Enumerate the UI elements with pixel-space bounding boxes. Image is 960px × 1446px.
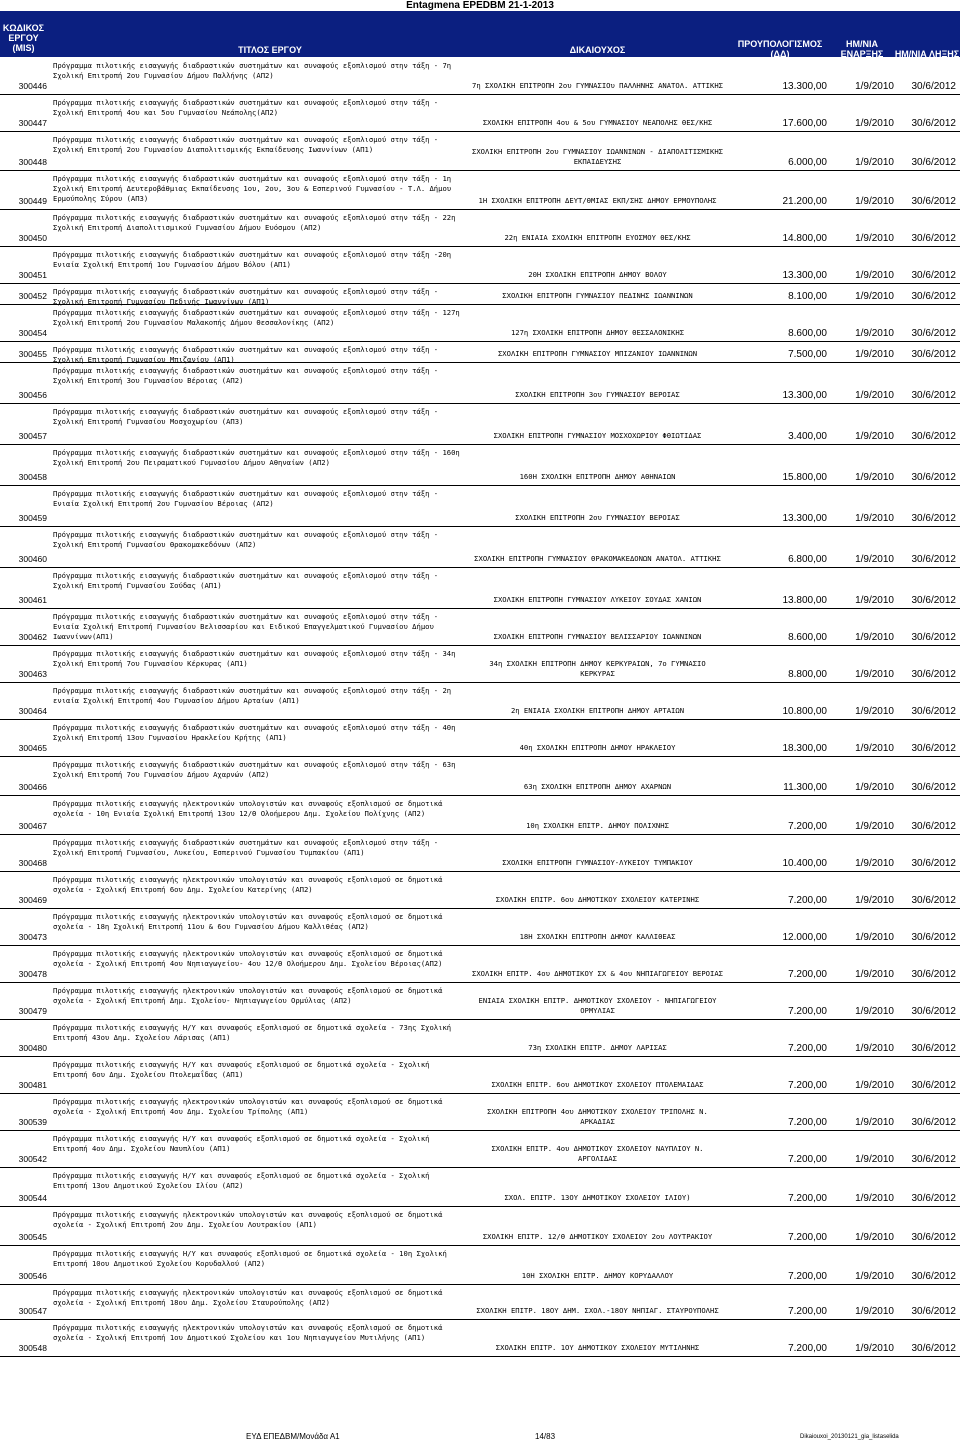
project-title: Πρόγραμμα πιλοτικής εισαγωγής ηλεκτρονικών υπολογιστών και συναφούς εξοπλισμού σε δημοτικά σχολεία - 18η Σχολική Επιτροπή 11ου & 6ου Γυμνασίου Δήμου Καλλιθέας (ΑΠ2) [53,912,443,932]
end-date: 30/6/2012 [911,632,956,643]
end-date: 30/6/2012 [911,349,956,360]
beneficiary: ΣΧΟΛΙΚΗ ΕΠΙΤΡ. 1ΟΥ ΔΗΜΟΤΙΚΟΥ ΣΧΟΛΕΙΟΥ ΜΥΤΙΛΗΝΗΣ [495,1342,700,1352]
budget: 18.300,00 [782,743,827,754]
table-row [0,683,960,720]
project-title: Πρόγραμμα πιλοτικής εισαγωγής διαδραστικών συστημάτων και συναφούς εξοπλισμού στην τάξη - 1η Σχολική Επιτροπή Δευτεροβάθμιας Εκπαίδευσης 1ου, 2ου, 3ου & Εσπερινού Γυμνασίου - Τ.Λ. Δήμου Ερμούπολης Σύρου (ΑΠ3) [53,174,452,204]
beneficiary: 73η ΣΧΟΛΙΚΗ ΕΠΙΤΡ. ΔΗΜΟΥ ΛΑΡΙΣΑΣ [528,1042,667,1052]
page-footer [0,1430,960,1446]
budget: 8.600,00 [788,328,827,339]
project-title: Πρόγραμμα πιλοτικής εισαγωγής διαδραστικών συστημάτων και συναφούς εξοπλισμού στην τάξη - Ενιαία Σχολική Επιτροπή 2ου Γυμνασίου Βέροιας (ΑΠ2) [53,489,439,509]
project-title: Πρόγραμμα πιλοτικής εισαγωγής διαδραστικών συστημάτων και συναφούς εξοπλισμού στην τάξη - 22η Σχολική Επιτροπή Διαπολιτισμικού Γυμνασίου Δήμου Ευόσμου (ΑΠ2) [53,213,456,233]
beneficiary: 34η ΣΧΟΛΙΚΗ ΕΠΙΤΡΟΠΗ ΔΗΜΟΥ ΚΕΡΚΥΡΑΙΩΝ, 7ο ΓΥΜΝΑΣΙΟ ΚΕΡΚΥΡΑΣ [489,658,706,678]
project-title: Πρόγραμμα πιλοτικής εισαγωγής Η/Υ και συναφούς εξοπλισμού σε δημοτικά σχολεία - Σχολική Επιτροπή 6ου Δημ. Σχολείου Πτολεμαΐδας (ΑΠ1) [53,1060,430,1080]
project-code: 300464 [18,706,47,716]
start-date: 1/9/2010 [855,118,894,129]
project-code: 300468 [18,858,47,868]
start-date: 1/9/2010 [855,233,894,244]
start-date: 1/9/2010 [855,895,894,906]
beneficiary: 40η ΣΧΟΛΙΚΗ ΕΠΙΤΡΟΠΗ ΔΗΜΟΥ ΗΡΑΚΛΕΙΟΥ [519,742,676,752]
table-row [0,1020,960,1057]
start-date: 1/9/2010 [855,1117,894,1128]
header-end-date: ΗΜ/ΝΙΑ ΛΗΞΗΣ [894,49,960,59]
table-row [0,305,960,342]
table-row [0,1246,960,1285]
beneficiary: ΣΧΟΛΙΚΗ ΕΠΙΤΡ. 4ου ΔΗΜΟΤΙΚΟΥ ΣΧΟΛΕΙΟΥ ΝΑΥΠΛΙΟΥ Ν. ΑΡΓΟΛΙΔΑΣ [491,1143,704,1163]
table-row [0,1094,960,1131]
start-date: 1/9/2010 [855,669,894,680]
end-date: 30/6/2012 [911,1306,956,1317]
beneficiary: ΣΧΟΛΙΚΗ ΕΠΙΤΡΟΠΗ ΓΥΜΝΑΣΙΟΥ-ΛΥΚΕΙΟΥ ΤΥΜΠΑΚΙΟΥ [502,857,693,867]
table-row [0,1320,960,1357]
beneficiary: ΣΧΟΛΙΚΗ ΕΠΙΤΡ. 6ου ΔΗΜΟΤΙΚΟΥ ΣΧΟΛΕΙΟΥ ΠΤΟΛΕΜΑΙΔΑΣ [491,1079,704,1089]
budget: 6.800,00 [788,554,827,565]
start-date: 1/9/2010 [855,270,894,281]
table-row [0,1168,960,1207]
project-title: Πρόγραμμα πιλοτικής εισαγωγής διαδραστικών συστημάτων και συναφούς εξοπλισμού στην τάξη - Ενιαία Σχολική Επιτροπή Γυμνασίου Βελισσαρίου και Ειδικού Επαγγελματικού Γυμνασίου Δήμου Ιωαννίνων(ΑΠ1) [53,612,439,642]
beneficiary: ΣΧΟΛΙΚΗ ΕΠΙΤΡΟΠΗ 2ου ΓΥΜΝΑΣΙΟΥ ΙΩΑΝΝΙΝΩΝ - ΔΙΑΠΟΛΙΤΙΣΜΙΚΗΣ ΕΚΠΑΙΔΕΥΣΗΣ [472,146,723,166]
budget: 7.200,00 [788,1193,827,1204]
header-beneficiary: ΔΙΚΑΙΟΥΧΟΣ [569,45,626,55]
beneficiary: ΣΧΟΛΙΚΗ ΕΠΙΤΡ. 6ου ΔΗΜΟΤΙΚΟΥ ΣΧΟΛΕΙΟΥ ΚΑΤΕΡΙΝΗΣ [495,894,700,904]
footer-page-number: 14/83 [535,1432,556,1441]
budget: 15.800,00 [782,472,827,483]
beneficiary: 63η ΣΧΟΛΙΚΗ ΕΠΙΤΡΟΠΗ ΔΗΜΟΥ ΑΧΑΡΝΩΝ [523,781,672,791]
start-date: 1/9/2010 [855,554,894,565]
beneficiary: ΣΧΟΛΙΚΗ ΕΠΙΤΡ. 18ΟΥ ΔΗΜ. ΣΧΟΛ.-18ΟΥ ΝΗΠΙΑΓ. ΣΤΑΥΡΟΥΠΟΛΗΣ [476,1305,719,1315]
beneficiary: ΣΧΟΛΙΚΗ ΕΠΙΤΡΟΠΗ ΓΥΜΝΑΣΙΟΥ ΛΥΚΕΙΟΥ ΣΟΥΔΑΣ ΧΑΝΙΩΝ [493,594,702,604]
end-date: 30/6/2012 [911,932,956,943]
project-code: 300456 [18,390,47,400]
beneficiary: 160Η ΣΧΟΛΙΚΗ ΕΠΙΤΡΟΠΗ ΔΗΜΟΥ ΑΘΗΝΑΙΩΝ [519,471,676,481]
end-date: 30/6/2012 [911,554,956,565]
end-date: 30/6/2012 [911,595,956,606]
start-date: 1/9/2010 [855,431,894,442]
table-row [0,757,960,796]
budget: 13.300,00 [782,390,827,401]
table-row [0,58,960,95]
end-date: 30/6/2012 [911,291,956,302]
start-date: 1/9/2010 [855,81,894,92]
project-title: Πρόγραμμα πιλοτικής εισαγωγής διαδραστικών συστημάτων και συναφούς εξοπλισμού στην τάξη - Σχολική Επιτροπή Γυμνασίου Μοσχοχωρίου (ΑΠ3) [53,407,439,427]
project-code: 300463 [18,669,47,679]
project-code: 300539 [18,1117,47,1127]
end-date: 30/6/2012 [911,1117,956,1128]
start-date: 1/9/2010 [855,932,894,943]
end-date: 30/6/2012 [911,1271,956,1282]
footer-unit: ΕΥΔ ΕΠΕΔΒΜ/Μονάδα Α1 [246,1432,340,1441]
end-date: 30/6/2012 [911,1080,956,1091]
beneficiary: 2η ΕΝΙΑΙΑ ΣΧΟΛΙΚΗ ΕΠΙΤΡΟΠΗ ΔΗΜΟΥ ΑΡΤΑΙΩΝ [510,705,685,715]
table-row [0,284,960,305]
table-row [0,946,960,983]
project-code: 300446 [18,81,47,91]
beneficiary: ΣΧΟΛ. ΕΠΙΤΡ. 13ΟΥ ΔΗΜΟΤΙΚΟΥ ΣΧΟΛΕΙΟΥ ΙΛΙΟΥ) [504,1192,691,1202]
document-title: Entagmena EPEDBM 21-1-2013 [406,0,554,11]
start-date: 1/9/2010 [855,1080,894,1091]
end-date: 30/6/2012 [911,233,956,244]
project-title: Πρόγραμμα πιλοτικής εισαγωγής διαδραστικών συστημάτων και συναφούς εξοπλισμού στην τάξη - Σχολική Επιτροπή Γυμνασίου Μπιζανίου (ΑΠ1) [53,345,439,365]
end-date: 30/6/2012 [911,472,956,483]
project-title: Πρόγραμμα πιλοτικής εισαγωγής ηλεκτρονικών υπολογιστών και συναφούς εξοπλισμού σε δημοτικά σχολεία - Σχολική Επιτροπή 4ου Δημ. Σχολείου Τρίπολης (ΑΠ1) [53,1097,443,1117]
project-code: 300545 [18,1232,47,1242]
budget: 12.000,00 [782,932,827,943]
start-date: 1/9/2010 [855,632,894,643]
project-code: 300449 [18,196,47,206]
start-date: 1/9/2010 [855,1271,894,1282]
beneficiary: ΣΧΟΛΙΚΗ ΕΠΙΤΡΟΠΗ 4ου ΔΗΜΟΤΙΚΟΥ ΣΧΟΛΕΙΟΥ ΤΡΙΠΟΛΗΣ Ν. ΑΡΚΑΔΙΑΣ [487,1106,708,1126]
start-date: 1/9/2010 [855,1193,894,1204]
start-date: 1/9/2010 [855,821,894,832]
project-title: Πρόγραμμα πιλοτικής εισαγωγής ηλεκτρονικών υπολογιστών και συναφούς εξοπλισμού σε δημοτικά σχολεία - Σχολική Επιτροπή 1ου Δημοτικού Σχολείου και 1ου Νηπιαγωγείου Μυτιλήνης (ΑΠ1) [53,1323,443,1343]
project-title: Πρόγραμμα πιλοτικής εισαγωγής ηλεκτρονικών υπολογιστών και συναφούς εξοπλισμού σε δημοτικά σχολεία - Σχολική Επιτροπή Δημ. Σχολείου- Νηπιαγωγείου Ορμύλιας (ΑΠ2) [53,986,443,1006]
budget: 13.300,00 [782,270,827,281]
project-title: Πρόγραμμα πιλοτικής εισαγωγής Η/Υ και συναφούς εξοπλισμού σε δημοτικά σχολεία - Σχολική Επιτροπή 13ου Δημοτικού Σχολείου Ιλίου (ΑΠ2) [53,1171,430,1191]
start-date: 1/9/2010 [855,157,894,168]
beneficiary: ΣΧΟΛΙΚΗ ΕΠΙΤΡΟΠΗ 2ου ΓΥΜΝΑΣΙΟΥ ΒΕΡΟΙΑΣ [515,512,680,522]
budget: 8.100,00 [788,291,827,302]
budget: 6.000,00 [788,157,827,168]
budget: 7.200,00 [788,895,827,906]
end-date: 30/6/2012 [911,1232,956,1243]
start-date: 1/9/2010 [855,1006,894,1017]
budget: 14.800,00 [782,233,827,244]
budget: 7.200,00 [788,1232,827,1243]
start-date: 1/9/2010 [855,349,894,360]
project-title: Πρόγραμμα πιλοτικής εισαγωγής διαδραστικών συστημάτων και συναφούς εξοπλισμού στην τάξη - Σχολική Επιτροπή 3ου Γυμνασίου Βέροιας (ΑΠ2) [53,366,439,386]
end-date: 30/6/2012 [911,1343,956,1354]
beneficiary: ΣΧΟΛΙΚΗ ΕΠΙΤΡΟΠΗ ΓΥΜΝΑΣΙΟΥ ΒΕΛΙΣΣΑΡΙΟΥ ΙΩΑΝΝΙΝΩΝ [493,631,702,641]
budget: 7.200,00 [788,1154,827,1165]
project-code: 300451 [18,270,47,280]
project-code: 300462 [18,632,47,642]
beneficiary: 18Η ΣΧΟΛΙΚΗ ΕΠΙΤΡΟΠΗ ΔΗΜΟΥ ΚΑΛΛΙΘΕΑΣ [519,931,676,941]
project-title: Πρόγραμμα πιλοτικής εισαγωγής διαδραστικών συστημάτων και συναφούς εξοπλισμού στην τάξη - Σχολική Επιτροπή 4ου και 5ου Γυμνασίου Νεάπολης(ΑΠ2) [53,98,439,118]
start-date: 1/9/2010 [855,969,894,980]
end-date: 30/6/2012 [911,969,956,980]
table-row [0,1285,960,1320]
end-date: 30/6/2012 [911,669,956,680]
table-body [0,58,960,1357]
table-row [0,132,960,171]
header-code: ΚΩΔΙΚΟΣ ΕΡΓΟΥ (MIS) [2,23,45,53]
budget: 13.300,00 [782,81,827,92]
budget: 7.200,00 [788,1343,827,1354]
budget: 13.300,00 [782,513,827,524]
table-row [0,983,960,1020]
start-date: 1/9/2010 [855,706,894,717]
beneficiary: ΕΝΙΑΙΑ ΣΧΟΛΙΚΗ ΕΠΙΤΡ. ΔΗΜΟΤΙΚΟΥ ΣΧΟΛΕΙΟΥ - ΝΗΠΙΑΓΩΓΕΙΟΥ ΟΡΜΥΛΙΑΣ [478,995,717,1015]
table-row [0,1207,960,1246]
end-date: 30/6/2012 [911,390,956,401]
start-date: 1/9/2010 [855,196,894,207]
project-title: Πρόγραμμα πιλοτικής εισαγωγής διαδραστικών συστημάτων και συναφούς εξοπλισμού στην τάξη - 7η Σχολική Επιτροπή 2ου Γυμνασίου Δήμου Παλλήνης (ΑΠ2) [53,61,452,81]
table-row [0,527,960,568]
project-code: 300547 [18,1306,47,1316]
start-date: 1/9/2010 [855,1154,894,1165]
project-code: 300465 [18,743,47,753]
project-title: Πρόγραμμα πιλοτικής εισαγωγής Η/Υ και συναφούς εξοπλισμού σε δημοτικά σχολεία - Σχολική Επιτροπή 4ου Δημ. Σχολείου Ναυπλίου (ΑΠ1) [53,1134,430,1154]
project-code: 300544 [18,1193,47,1203]
project-title: Πρόγραμμα πιλοτικής εισαγωγής διαδραστικών συστημάτων και συναφούς εξοπλισμού στην τάξη - Σχολική Επιτροπή 2ου Γυμνασίου Διαπολιτισμικής Εκπαίδευσης Ιωαννίνων (ΑΠ1) [53,135,439,155]
end-date: 30/6/2012 [911,118,956,129]
project-title: Πρόγραμμα πιλοτικής εισαγωγής διαδραστικών συστημάτων και συναφούς εξοπλισμού στην τάξη - 34η Σχολική Επιτροπή 7ου Γυμνασίου Κέρκυρας (ΑΠ1) [53,649,456,669]
project-code: 300466 [18,782,47,792]
start-date: 1/9/2010 [855,513,894,524]
table-row [0,609,960,646]
beneficiary: ΣΧΟΛΙΚΗ ΕΠΙΤΡΟΠΗ ΓΥΜΝΑΣΙΟΥ ΜΟΣΧΟΧΩΡΙΟΥ ΦΘΙΩΤΙΔΑΣ [493,430,702,440]
project-title: Πρόγραμμα πιλοτικής εισαγωγής διαδραστικών συστημάτων και συναφούς εξοπλισμού στην τάξη -20η Ενιαία Σχολική Επιτροπή 1ου Γυμνασίου Δήμου Βόλου (ΑΠ1) [53,250,452,270]
end-date: 30/6/2012 [911,782,956,793]
project-code: 300460 [18,554,47,564]
table-row [0,404,960,445]
budget: 13.800,00 [782,595,827,606]
end-date: 30/6/2012 [911,895,956,906]
budget: 7.200,00 [788,969,827,980]
start-date: 1/9/2010 [855,328,894,339]
start-date: 1/9/2010 [855,1043,894,1054]
budget: 21.200,00 [782,196,827,207]
beneficiary: ΣΧΟΛΙΚΗ ΕΠΙΤΡΟΠΗ ΓΥΜΝΑΣΙΟΥ ΠΕΔΙΝΗΣ ΙΩΑΝΝΙΝΩΝ [502,290,693,300]
table-row [0,568,960,609]
start-date: 1/9/2010 [855,858,894,869]
budget: 7.200,00 [788,821,827,832]
header-start-date: ΗΜ/ΝΙΑ ΕΝΑΡΞΗΣ [840,39,884,59]
project-title: Πρόγραμμα πιλοτικής εισαγωγής διαδραστικών συστημάτων και συναφούς εξοπλισμού στην τάξη - 63η Σχολική Επιτροπή 7ου Γυμνασίου Δήμου Αχαρνών (ΑΠ2) [53,760,456,780]
budget: 7.200,00 [788,1080,827,1091]
end-date: 30/6/2012 [911,1154,956,1165]
project-title: Πρόγραμμα πιλοτικής εισαγωγής ηλεκτρονικών υπολογιστών και συναφούς εξοπλισμού σε δημοτικά σχολεία - Σχολική Επιτροπή 6ου Δημ. Σχολείου Κατερίνης (ΑΠ2) [53,875,443,895]
table-row [0,835,960,872]
table-row [0,363,960,404]
end-date: 30/6/2012 [911,1193,956,1204]
project-title: Πρόγραμμα πιλοτικής εισαγωγής διαδραστικών συστημάτων και συναφούς εξοπλισμού στην τάξη - Σχολική Επιτροπή Γυμνασίου Θρακομακεδόνων (ΑΠ2) [53,530,439,550]
table-row [0,445,960,486]
end-date: 30/6/2012 [911,858,956,869]
project-title: Πρόγραμμα πιλοτικής εισαγωγής διαδραστικών συστημάτων και συναφούς εξοπλισμού στην τάξη - 40η Σχολική Επιτροπή 13ου Γυμνασίου Ηρακλείου Κρήτης (ΑΠ1) [53,723,456,743]
table-row [0,95,960,132]
table-row [0,210,960,247]
table-row [0,486,960,527]
project-code: 300452 [18,291,47,301]
project-code: 300457 [18,431,47,441]
table-row [0,171,960,210]
end-date: 30/6/2012 [911,1043,956,1054]
beneficiary: ΣΧΟΛΙΚΗ ΕΠΙΤΡΟΠΗ ΓΥΜΝΑΣΙΟΥ ΜΠΙΖΑΝΙΟΥ ΙΩΑΝΝΙΝΩΝ [497,348,698,358]
project-title: Πρόγραμμα πιλοτικής εισαγωγής Η/Υ και συναφούς εξοπλισμού σε δημοτικά σχολεία - 10η Σχολική Επιτροπή 10ου Δημοτικού Σχολείου Κορυδαλλού (ΑΠ2) [53,1249,447,1269]
end-date: 30/6/2012 [911,1006,956,1017]
project-code: 300461 [18,595,47,605]
header-budget: ΠΡΟΥΠΟΛΟΓΙΣΜΟΣ (ΔΔ) [737,39,823,59]
start-date: 1/9/2010 [855,390,894,401]
project-title: Πρόγραμμα πιλοτικής εισαγωγής ηλεκτρονικών υπολογιστών και συναφούς εξοπλισμού σε δημοτικά σχολεία - Σχολική Επιτροπή 2ου Δημ. Σχολείου Λουτρακίου (ΑΠ1) [53,1210,443,1230]
end-date: 30/6/2012 [911,431,956,442]
end-date: 30/6/2012 [911,743,956,754]
beneficiary: 127η ΣΧΟΛΙΚΗ ΕΠΙΤΡΟΠΗ ΔΗΜΟΥ ΘΕΣΣΑΛΟΝΙΚΗΣ [510,327,685,337]
table-row [0,909,960,946]
project-code: 300459 [18,513,47,523]
beneficiary: 1Η ΣΧΟΛΙΚΗ ΕΠΙΤΡΟΠΗ ΔΕΥΤ/ΘΜΙΑΣ ΕΚΠ/ΣΗΣ ΔΗΜΟΥ ΕΡΜΟΥΠΟΛΗΣ [478,195,717,205]
budget: 7.200,00 [788,1117,827,1128]
project-title: Πρόγραμμα πιλοτικής εισαγωγής ηλεκτρονικών υπολογιστών και συναφούς εξοπλισμού σε δημοτικά σχολεία - Σχολική Επιτροπή 18ου Δημ. Σχολείου Σταυρούπολης (ΑΠ2) [53,1288,443,1308]
project-title: Πρόγραμμα πιλοτικής εισαγωγής ηλεκτρονικών υπολογιστών και συναφούς εξοπλισμού σε δημοτικά σχολεία - 10η Ενιαία Σχολική Επιτροπή 13ου 12/Θ Ολοήμερου Δημ. Σχολείου Πολίχνης (ΑΠ2) [53,799,443,819]
end-date: 30/6/2012 [911,328,956,339]
beneficiary: 22η ΕΝΙΑΙΑ ΣΧΟΛΙΚΗ ΕΠΙΤΡΟΠΗ ΕΥΟΣΜΟΥ ΘΕΣ/ΚΗΣ [504,232,691,242]
budget: 7.200,00 [788,1043,827,1054]
end-date: 30/6/2012 [911,157,956,168]
table-row [0,247,960,284]
budget: 8.800,00 [788,669,827,680]
project-title: Πρόγραμμα πιλοτικής εισαγωγής διαδραστικών συστημάτων και συναφούς εξοπλισμού στην τάξη - Σχολική Επιτροπή Γυμνασίου, Λυκείου, Εσπερινού Γυμνασίου Τυμπακίου (ΑΠ1) [53,838,439,858]
project-code: 300454 [18,328,47,338]
budget: 7.200,00 [788,1006,827,1017]
beneficiary: ΣΧΟΛΙΚΗ ΕΠΙΤΡΟΠΗ 4ου & 5ου ΓΥΜΝΑΣΙΟΥ ΝΕΑΠΟΛΗΣ ΘΕΣ/ΚΗΣ [482,117,713,127]
table-row [0,796,960,835]
project-code: 300479 [18,1006,47,1016]
project-code: 300448 [18,157,47,167]
budget: 7.200,00 [788,1271,827,1282]
beneficiary: 20Η ΣΧΟΛΙΚΗ ΕΠΙΤΡΟΠΗ ΔΗΜΟΥ ΒΟΛΟΥ [528,269,667,279]
table-row [0,1057,960,1094]
project-code: 300473 [18,932,47,942]
project-code: 300478 [18,969,47,979]
end-date: 30/6/2012 [911,196,956,207]
budget: 10.400,00 [782,858,827,869]
table-header [0,11,960,57]
budget: 7.200,00 [788,1306,827,1317]
beneficiary: 10η ΣΧΟΛΙΚΗ ΕΠΙΤΡ. ΔΗΜΟΥ ΠΟΛΙΧΝΗΣ [526,820,669,830]
end-date: 30/6/2012 [911,513,956,524]
budget: 8.600,00 [788,632,827,643]
beneficiary: 7η ΣΧΟΛΙΚΗ ΕΠΙΤΡΟΠΗ 2ου ΓΥΜΝΑΣΙΟυ ΠΑΛΛΗΝΗΣ ΑΝΑΤΟΛ. ΑΤΤΙΚΗΣ [472,80,723,90]
start-date: 1/9/2010 [855,291,894,302]
header-title: ΤΙΤΛΟΣ ΕΡΓΟΥ [238,45,302,55]
beneficiary: ΣΧΟΛΙΚΗ ΕΠΙΤΡΟΠΗ ΓΥΜΝΑΣΙΟΥ ΘΡΑΚΟΜΑΚΕΔΟΝΩΝ ΑΝΑΤΟΛ. ΑΤΤΙΚΗΣ [474,553,721,563]
start-date: 1/9/2010 [855,1306,894,1317]
project-title: Πρόγραμμα πιλοτικής εισαγωγής διαδραστικών συστημάτων και συναφούς εξοπλισμού στην τάξη - Σχολική Επιτροπή Γυμνασίου Πεδινής Ιωαννίνων (ΑΠ1) [53,287,439,307]
footer-filename: Dikaiouxoi_20130121_gia_listaselida [800,1434,899,1440]
start-date: 1/9/2010 [855,595,894,606]
budget: 10.800,00 [782,706,827,717]
start-date: 1/9/2010 [855,1343,894,1354]
beneficiary: ΣΧΟΛΙΚΗ ΕΠΙΤΡ. 12/Θ ΔΗΜΟΤΙΚΟΥ ΣΧΟΛΕΙΟΥ 2ου ΛΟΥΤΡΑΚΙΟΥ [482,1231,713,1241]
project-code: 300455 [18,349,47,359]
end-date: 30/6/2012 [911,821,956,832]
start-date: 1/9/2010 [855,782,894,793]
start-date: 1/9/2010 [855,472,894,483]
table-row [0,720,960,757]
budget: 11.300,00 [783,782,827,793]
project-title: Πρόγραμμα πιλοτικής εισαγωγής Η/Υ και συναφούς εξοπλισμού σε δημοτικά σχολεία - 73ης Σχολική Επιτροπή 43ου Δημ. Σχολείου Λάρισας (ΑΠ1) [53,1023,452,1043]
project-title: Πρόγραμμα πιλοτικής εισαγωγής ηλεκτρονικών υπολογιστών και συναφούς εξοπλισμού σε δημοτικά σχολεία - Σχολική Επιτροπή 4ου Νηπιαγωγείου- 4ου 12/Θ Ολοήμερου Δημ. Σχολείου Βέροιας(ΑΠ2) [53,949,443,969]
project-code: 300546 [18,1271,47,1281]
project-code: 300542 [18,1154,47,1164]
table-row [0,1131,960,1168]
project-title: Πρόγραμμα πιλοτικής εισαγωγής διαδραστικών συστημάτων και συναφούς εξοπλισμού στην τάξη - 160η Σχολική Επιτροπή 2ου Πειραματικού Γυμνασίου Δήμου Αθηναίων (ΑΠ2) [53,448,460,468]
table-row [0,872,960,909]
beneficiary: 10Η ΣΧΟΛΙΚΗ ΕΠΙΤΡ. ΔΗΜΟΥ ΚΟΡΥΔΑΛΛΟΥ [521,1270,674,1280]
start-date: 1/9/2010 [855,743,894,754]
budget: 17.600,00 [782,118,827,129]
project-code: 300480 [18,1043,47,1053]
end-date: 30/6/2012 [911,81,956,92]
beneficiary: ΣΧΟΛΙΚΗ ΕΠΙΤΡ. 4ου ΔΗΜΟΤΙΚΟΥ ΣΧ & 4ου ΝΗΠΙΑΓΩΓΕΙΟΥ ΒΕΡΟΙΑΣ [472,968,723,978]
project-title: Πρόγραμμα πιλοτικής εισαγωγής διαδραστικών συστημάτων και συναφούς εξοπλισμού στην τάξη - 127η Σχολική Επιτροπή 2ου Γυμνασίου Μαλακοπής Δήμου Θεσσαλονίκης (ΑΠ2) [53,308,460,328]
beneficiary: ΣΧΟΛΙΚΗ ΕΠΙΤΡΟΠΗ 3ου ΓΥΜΝΑΣΙΟΥ ΒΕΡΟΙΑΣ [515,389,680,399]
start-date: 1/9/2010 [855,1232,894,1243]
project-title: Πρόγραμμα πιλοτικής εισαγωγής διαδραστικών συστημάτων και συναφούς εξοπλισμού στην τάξη - Σχολική Επιτροπή Γυμνασίου Σούδας (ΑΠ1) [53,571,439,591]
project-title: Πρόγραμμα πιλοτικής εισαγωγής διαδραστικών συστημάτων και συναφούς εξοπλισμού στην τάξη - 2η ενιαία Σχολική Επιτροπή 4ου Γυμνασίου Δήμου Αρταίων (ΑΠ1) [53,686,452,706]
project-code: 300548 [18,1343,47,1353]
project-code: 300450 [18,233,47,243]
table-row [0,342,960,363]
budget: 7.500,00 [788,349,827,360]
project-code: 300458 [18,472,47,482]
project-code: 300469 [18,895,47,905]
end-date: 30/6/2012 [911,706,956,717]
end-date: 30/6/2012 [911,270,956,281]
budget: 3.400,00 [788,431,827,442]
project-code: 300481 [18,1080,47,1090]
project-code: 300447 [18,118,47,128]
table-row [0,646,960,683]
project-code: 300467 [18,821,47,831]
